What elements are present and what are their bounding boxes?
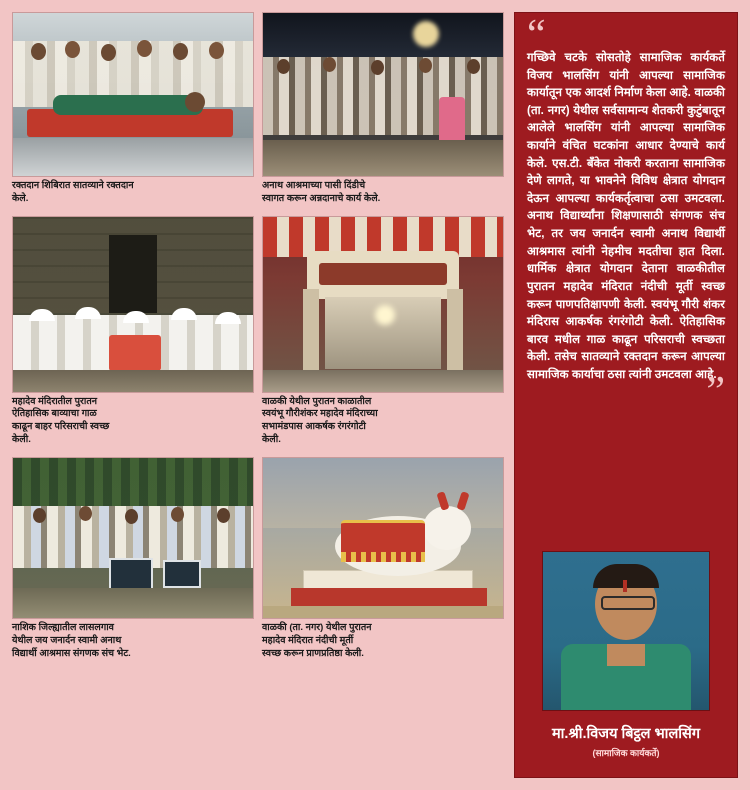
photo-caption: वाळकी येथील पुरातन काळातील स्वयंभू गौरीशंकर महादेव मंदिराच्या सभामंडपास आकर्षक रंगरंगोटी केली. <box>262 395 378 446</box>
photo-caption: अनाथ आश्रमाच्या पासी दिंडीचे स्वागत करून अन्नदानाचे कार्य केले. <box>262 180 381 204</box>
decor-drape-fringe <box>341 552 425 562</box>
photo-row-2 <box>12 216 502 447</box>
person-role: (सामाजिक कार्यकर्ते) <box>592 748 660 758</box>
decor-ground <box>263 140 503 176</box>
decor-portrait-collar <box>607 644 645 666</box>
decor-head <box>79 506 92 521</box>
decor-head <box>125 509 138 524</box>
decor-head <box>217 508 230 523</box>
decor-head <box>65 41 80 58</box>
person-name: मा.श्री.विजय बिट्ठल भालसिंग <box>551 726 700 742</box>
decor-head <box>323 57 336 72</box>
decor-pillar <box>447 289 463 373</box>
quote-open-icon: “ <box>527 12 546 58</box>
decor-head <box>137 40 152 57</box>
photo-cell-blood-donation <box>12 12 252 206</box>
decor-floor <box>263 370 503 392</box>
photo-caption: नाशिक जिल्ह्यातील लासलगाव येथील जय जनार्दन स्वामी अनाथ विद्यार्थी आश्रमास संगणक संच भेट. <box>12 621 131 659</box>
decor-head <box>101 44 116 61</box>
photo-row-3 <box>12 457 502 660</box>
photo-row-1 <box>12 12 502 206</box>
decor-lamp-glare <box>375 305 395 325</box>
photo-cell-dindi-welcome <box>262 12 502 206</box>
decor-monitor <box>163 560 201 588</box>
quote-close-icon: ” <box>706 368 725 415</box>
photo-gauri-shankar-temple <box>262 216 504 393</box>
testimonial-text: गच्छिवे चटके सोसतोहे सामाजिक कार्यकर्ते विजय भालसिंग यांनी आपल्या सामाजिक कार्यातून एक आदर्श निर्माण केला आहे. वाळकी (ता. नगर) येथील सर्वसामान्य शेतकरी कुटुंबातून आलेले भालसिंग यांनी आपल्या सामाजिक कार्याने वंचित घटकांना आधार देण्याचे कार्य केले. एस.टी. बँकेत नोकरी करताना सामाजिक देणे लागते, या भावनेने विविध क्षेत्रात योगदान देऊन आपल्या कार्यकर्तृत्वाचा ठसा उमटवला. अनाथ विद्यार्थ्यांना शिक्षणासाठी संगणक संच भेट, तर जय जनार्दन स्वामी अनाथ विद्यार्थी आश्रमास त्यांनी नेहमीच मदतीचा हात दिला. धार्मिक क्षेत्रात योगदान देताना वाळकीतील पुरातन महादेव मंदिरात नंदीची मूर्ती स्वच्छ करून पाणपतिक्षापणी केली. स्वयंभू गौरी शंकर मंदिरास आकर्षक रंगरंगोटी केली. ऐतिहासिक बारव मधील गाळ काढून परिसराची स्वच्छता केली. तसेच सातव्याने रक्तदान करून आपल्या सामाजिक कार्याचा ठसा त्यांनी उमटवला आहे. <box>527 51 725 381</box>
photo-cell-computer-donation <box>12 457 252 660</box>
decor-head <box>171 507 184 522</box>
decor-offering-cloth <box>109 335 161 371</box>
photo-computer-donation-ashram <box>12 457 254 619</box>
photo-gallery <box>12 12 502 778</box>
photo-caption: महादेव मंदिरातील पुरातन ऐतिहासिक बाव्याचा गाळ काढून बाहर परिसराची स्वच्छ केली. <box>12 395 110 446</box>
decor-floor <box>13 138 253 176</box>
decor-door <box>109 235 157 313</box>
portrait-photo <box>542 551 710 711</box>
decor-head <box>467 59 480 74</box>
decor-sign-band <box>319 263 447 285</box>
decor-head <box>209 42 224 59</box>
decor-light <box>413 21 439 47</box>
photo-nandi-idol-restoration <box>262 457 504 619</box>
decor-ground <box>13 588 253 618</box>
photo-mahadev-temple-cleaning <box>12 216 254 393</box>
testimonial-panel <box>514 12 738 778</box>
decor-head <box>31 43 46 60</box>
decor-monitor <box>109 558 153 590</box>
photo-cell-gauri-shankar <box>262 216 502 447</box>
decor-cap <box>215 312 241 324</box>
photo-cell-nandi-idol <box>262 457 502 660</box>
decor-person-lying <box>53 95 203 115</box>
decor-nandi-head <box>423 506 471 550</box>
decor-red-mat <box>291 588 487 606</box>
photo-caption: रक्तदान शिबिरात सातव्याने रक्तदान केले. <box>12 180 134 204</box>
photo-caption: वाळकी (ता. नगर) येथील पुरातन महादेव मंदिरात नंदीची मूर्ती स्वच्छ करून प्राणप्रतिष्ठा केली. <box>262 621 372 659</box>
photo-orphanage-dindi-welcome <box>262 12 504 177</box>
decor-portrait-glasses <box>601 596 655 610</box>
photo-cell-temple-cleaning <box>12 216 252 447</box>
decor-head <box>419 58 432 73</box>
decor-tree-backdrop <box>13 458 253 512</box>
photo-blood-donation-camp <box>12 12 254 177</box>
decor-pillar <box>303 289 319 373</box>
decor-head <box>371 60 384 75</box>
decor-ground <box>263 606 503 618</box>
decor-head-lying <box>185 92 205 112</box>
decor-floor <box>13 370 253 392</box>
decor-portrait-tilak <box>623 580 627 592</box>
decor-head <box>173 43 188 60</box>
decor-head <box>277 59 290 74</box>
decor-head <box>33 508 46 523</box>
